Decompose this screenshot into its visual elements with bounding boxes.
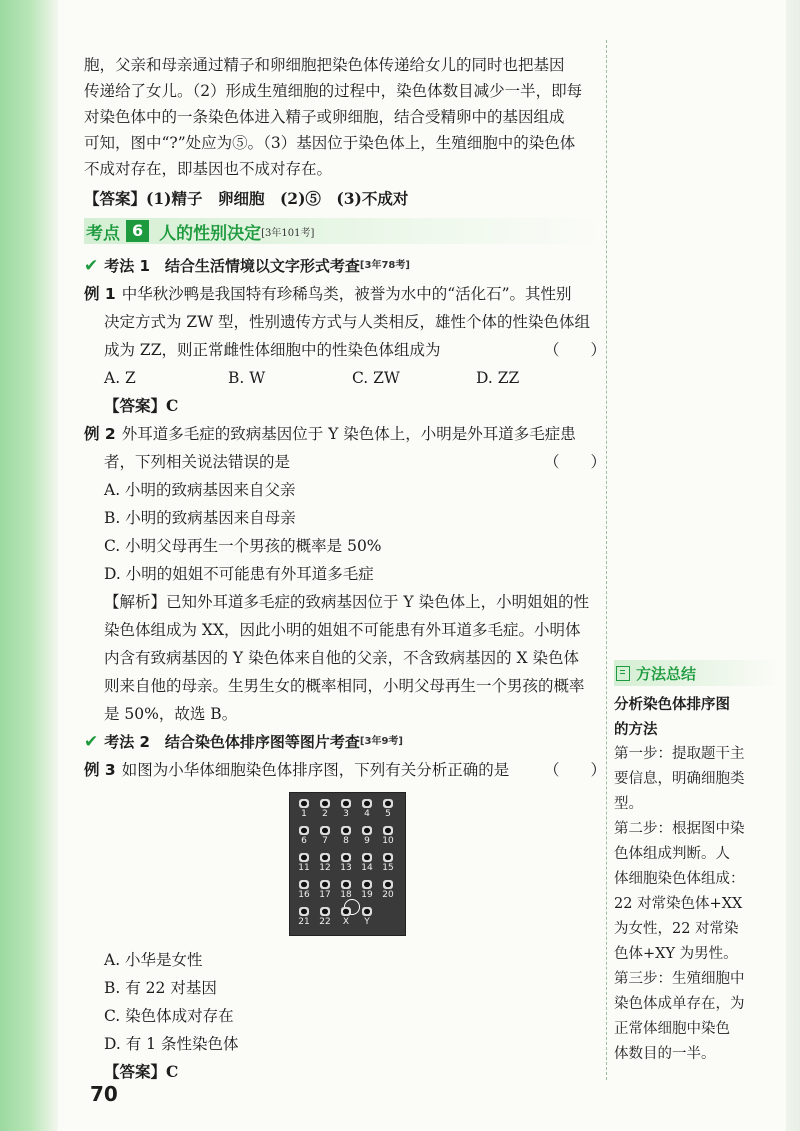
answer-blank: （ ）	[544, 341, 607, 359]
column-divider	[606, 40, 607, 1080]
chromosome-icon	[341, 826, 351, 835]
chromosome-label: X	[342, 917, 350, 927]
option-b: B. 有 22 对基因	[104, 979, 217, 997]
ex3-line: 如图为小华体细胞染色体排序图，下列有关分析正确的是	[121, 761, 510, 779]
book-icon	[616, 666, 630, 681]
chromosome-icon	[341, 799, 351, 808]
chromosome-label: 1	[301, 809, 307, 819]
chromosome-pair	[338, 799, 354, 819]
chromosome-icon	[341, 907, 351, 916]
chromosome-label: 22	[319, 917, 331, 927]
chromosome-label: 13	[340, 863, 352, 873]
answer-blank: （ ）	[544, 453, 607, 471]
option-d: D. 有 1 条性染色体	[104, 1035, 239, 1053]
ex3-label: 例 3	[84, 761, 116, 779]
intro-line: 不成对存在，即基因也不成对存在。	[84, 160, 333, 178]
chromosome-pair	[338, 880, 354, 900]
chromosome-label: 18	[340, 890, 352, 900]
chromosome-pair	[380, 799, 396, 819]
chromosome-icon	[299, 853, 309, 862]
chromosome-icon	[383, 826, 393, 835]
kaodian-title: 人的性别决定	[159, 223, 262, 244]
chromosome-pair	[317, 880, 333, 900]
ex3-answer: 【答案】C	[104, 1062, 179, 1081]
ex1-line: 成为 ZZ，则正常雌性体细胞中的性染色体组成为	[104, 341, 441, 359]
chromosome-pair	[296, 853, 312, 873]
chromosome-icon	[320, 853, 330, 862]
option-c: C. 小明父母再生一个男孩的概率是 50%	[104, 537, 382, 555]
sidebar-line: 色体+XY 为男性。	[614, 946, 738, 962]
chromosome-icon	[362, 826, 372, 835]
chromosome-row	[296, 853, 396, 873]
chromosome-pair	[338, 907, 354, 927]
chromosome-icon	[362, 907, 372, 916]
chromosome-icon	[320, 799, 330, 808]
analysis-line: 染色体组成为 XX，因此小明的姐姐不可能患有外耳道多毛症。小明体	[104, 621, 581, 639]
chromosome-label: 8	[343, 836, 349, 846]
chromosome-label: 20	[382, 890, 394, 900]
chromosome-icon	[362, 799, 372, 808]
answer-blank: （ ）	[544, 761, 607, 779]
example-1	[84, 280, 607, 420]
sidebar-line: 要信息，明确细胞类	[614, 771, 745, 787]
chromosome-label: 5	[385, 809, 391, 819]
sidebar-line: 色体组成判断。人	[614, 846, 730, 862]
kaodian-number: 6	[126, 220, 149, 242]
option-a: A. Z	[104, 369, 136, 387]
chromosome-icon	[341, 853, 351, 862]
ex2-line: 者，下列相关说法错误的是	[104, 453, 291, 471]
chromosome-pair	[296, 880, 312, 900]
checkmark-icon: ✔	[84, 732, 99, 752]
chromosome-label: 4	[364, 809, 370, 819]
sidebar-title-line: 分析染色体排序图	[614, 696, 730, 713]
chromosome-row	[296, 907, 396, 927]
ex1-line: 中华秋沙鸭是我国特有珍稀鸟类，被誉为水中的“活化石”。其性别	[121, 285, 572, 303]
chromosome-pair	[317, 826, 333, 846]
kaofa2-note: [3年9考]	[359, 736, 403, 747]
chromosome-row	[296, 880, 396, 900]
ex1-options	[84, 364, 600, 392]
intro-line: 可知，图中“?”处应为⑤。（3）基因位于染色体上，生殖细胞中的染色体	[84, 134, 576, 152]
kaofa1-header	[84, 252, 600, 280]
chromosome-icon	[341, 880, 351, 889]
chromosome-icon	[299, 880, 309, 889]
sidebar-line: 为女性，22 对常染	[614, 921, 739, 937]
chromosome-label: 12	[319, 863, 331, 873]
chromosome-pair	[359, 880, 375, 900]
ex1-label: 例 1	[84, 285, 116, 303]
option-c: C. ZW	[352, 369, 400, 387]
chromosome-pair	[317, 799, 333, 819]
chromosome-pair	[380, 907, 396, 927]
sidebar-title	[614, 692, 778, 742]
chromosome-icon	[383, 880, 393, 889]
ex2-line: 外耳道多毛症的致病基因位于 Y 染色体上，小明是外耳道多毛症患	[121, 425, 576, 443]
analysis-line: 【解析】已知外耳道多毛症的致病基因位于 Y 染色体上，小明姐姐的性	[104, 593, 590, 611]
intro-line: 传递给了女儿。（2）形成生殖细胞的过程中，染色体数目减少一半，即每	[84, 82, 583, 100]
checkmark-icon: ✔	[84, 256, 99, 276]
sidebar-header-label: 方法总结	[636, 664, 697, 683]
intro-line: 对染色体中的一条染色体进入精子或卵细胞，结合受精卵中的基因组成	[84, 108, 565, 126]
option-c: C. 染色体成对存在	[104, 1007, 234, 1025]
chromosome-label: 3	[343, 809, 349, 819]
chromosome-label: Y	[364, 917, 370, 927]
chromosome-pair	[380, 826, 396, 846]
kaodian-label: 考点	[86, 223, 120, 244]
chromosome-label: 16	[298, 890, 310, 900]
chromosome-pair	[296, 907, 312, 927]
method-summary-sidebar	[614, 660, 778, 1067]
example-3	[84, 756, 607, 1086]
karyotype-image	[289, 792, 406, 936]
chromosome-label: 21	[298, 917, 310, 927]
chromosome-pair	[296, 826, 312, 846]
chromosome-pair	[359, 853, 375, 873]
page-number: 70	[90, 1082, 118, 1106]
chromosome-pair	[338, 826, 354, 846]
option-b: B. 小明的致病基因来自母亲	[104, 509, 296, 527]
chromosome-icon	[299, 907, 309, 916]
chromosome-label: 17	[319, 890, 331, 900]
sidebar-line: 染色体成单存在，为	[614, 996, 745, 1012]
analysis-line: 内含有致病基因的 Y 染色体来自他的父亲，不含致病基因的 X 染色体	[104, 649, 579, 667]
sidebar-line: 正常体细胞中染色	[614, 1021, 730, 1037]
option-a: A. 小华是女性	[104, 951, 203, 969]
chromosome-icon	[383, 853, 393, 862]
kaofa1-label: 考法 1 结合生活情境以文字形式考查	[104, 257, 360, 275]
sidebar-header	[614, 660, 778, 686]
chromosome-label: 10	[382, 836, 394, 846]
chromosome-label: 2	[322, 809, 328, 819]
intro-paragraph	[84, 52, 600, 182]
chromosome-label: 11	[298, 863, 310, 873]
option-b: B. W	[228, 369, 266, 387]
kaofa2-label: 考法 2 结合染色体排序图等图片考查	[104, 733, 360, 751]
chromosome-label: 15	[382, 863, 394, 873]
chromosome-label: 7	[322, 836, 328, 846]
chromosome-icon	[383, 799, 393, 808]
sidebar-line: 第二步：根据图中染	[614, 821, 745, 837]
chromosome-pair	[359, 826, 375, 846]
analysis-line: 则来自他的母亲。生男生女的概率相同，小明父母再生一个男孩的概率	[104, 677, 585, 695]
chromosome-pair	[317, 907, 333, 927]
chromosome-row	[296, 826, 396, 846]
analysis-line: 是 50%，故选 B。	[104, 705, 238, 723]
example-2	[84, 420, 607, 728]
main-column	[84, 52, 607, 1086]
chromosome-label: 19	[361, 890, 373, 900]
chromosome-pair	[380, 853, 396, 873]
kaofa2-header	[84, 728, 600, 756]
chromosome-label: 6	[301, 836, 307, 846]
chromosome-pair	[296, 799, 312, 819]
sidebar-line: 第一步：提取题干主	[614, 746, 745, 762]
chromosome-icon	[362, 853, 372, 862]
chromosome-icon	[320, 880, 330, 889]
chromosome-icon	[299, 826, 309, 835]
chromosome-label: 9	[364, 836, 370, 846]
option-d: D. ZZ	[476, 369, 520, 387]
option-a: A. 小明的致病基因来自父亲	[104, 481, 296, 499]
chromosome-icon	[299, 799, 309, 808]
ex1-answer: 【答案】C	[104, 396, 179, 415]
kaodian-header	[84, 218, 600, 244]
chromosome-pair	[338, 853, 354, 873]
chromosome-row	[296, 799, 396, 819]
ex2-analysis	[84, 588, 600, 728]
chromosome-pair	[359, 907, 375, 927]
chromosome-icon	[362, 880, 372, 889]
sidebar-line: 体细胞染色体组成：	[614, 871, 745, 887]
chromosome-pair	[380, 880, 396, 900]
sidebar-line: 22 对常染色体+XX	[614, 896, 743, 912]
kaofa1-note: [3年78考]	[359, 260, 410, 271]
sidebar-line: 第三步：生殖细胞中	[614, 971, 745, 987]
sidebar-title-line: 的方法	[614, 721, 658, 738]
chromosome-pair	[359, 799, 375, 819]
sidebar-line: 型。	[614, 796, 643, 812]
ex1-line: 决定方式为 ZW 型，性别遗传方式与人类相反，雄性个体的性染色体组	[104, 313, 591, 331]
chromosome-label: 14	[361, 863, 373, 873]
ex2-label: 例 2	[84, 425, 116, 443]
chromosome-icon	[320, 907, 330, 916]
sidebar-line: 体数目的一半。	[614, 1046, 716, 1062]
intro-answer: 【答案】(1)精子 卵细胞 (2)⑤ (3)不成对	[84, 189, 409, 208]
chromosome-pair	[317, 853, 333, 873]
kaodian-note: [3年101考]	[261, 227, 315, 239]
intro-line: 胞，父亲和母亲通过精子和卵细胞把染色体传递给女儿的同时也把基因	[84, 56, 565, 74]
option-d: D. 小明的姐姐不可能患有外耳道多毛症	[104, 565, 374, 583]
chromosome-icon	[320, 826, 330, 835]
